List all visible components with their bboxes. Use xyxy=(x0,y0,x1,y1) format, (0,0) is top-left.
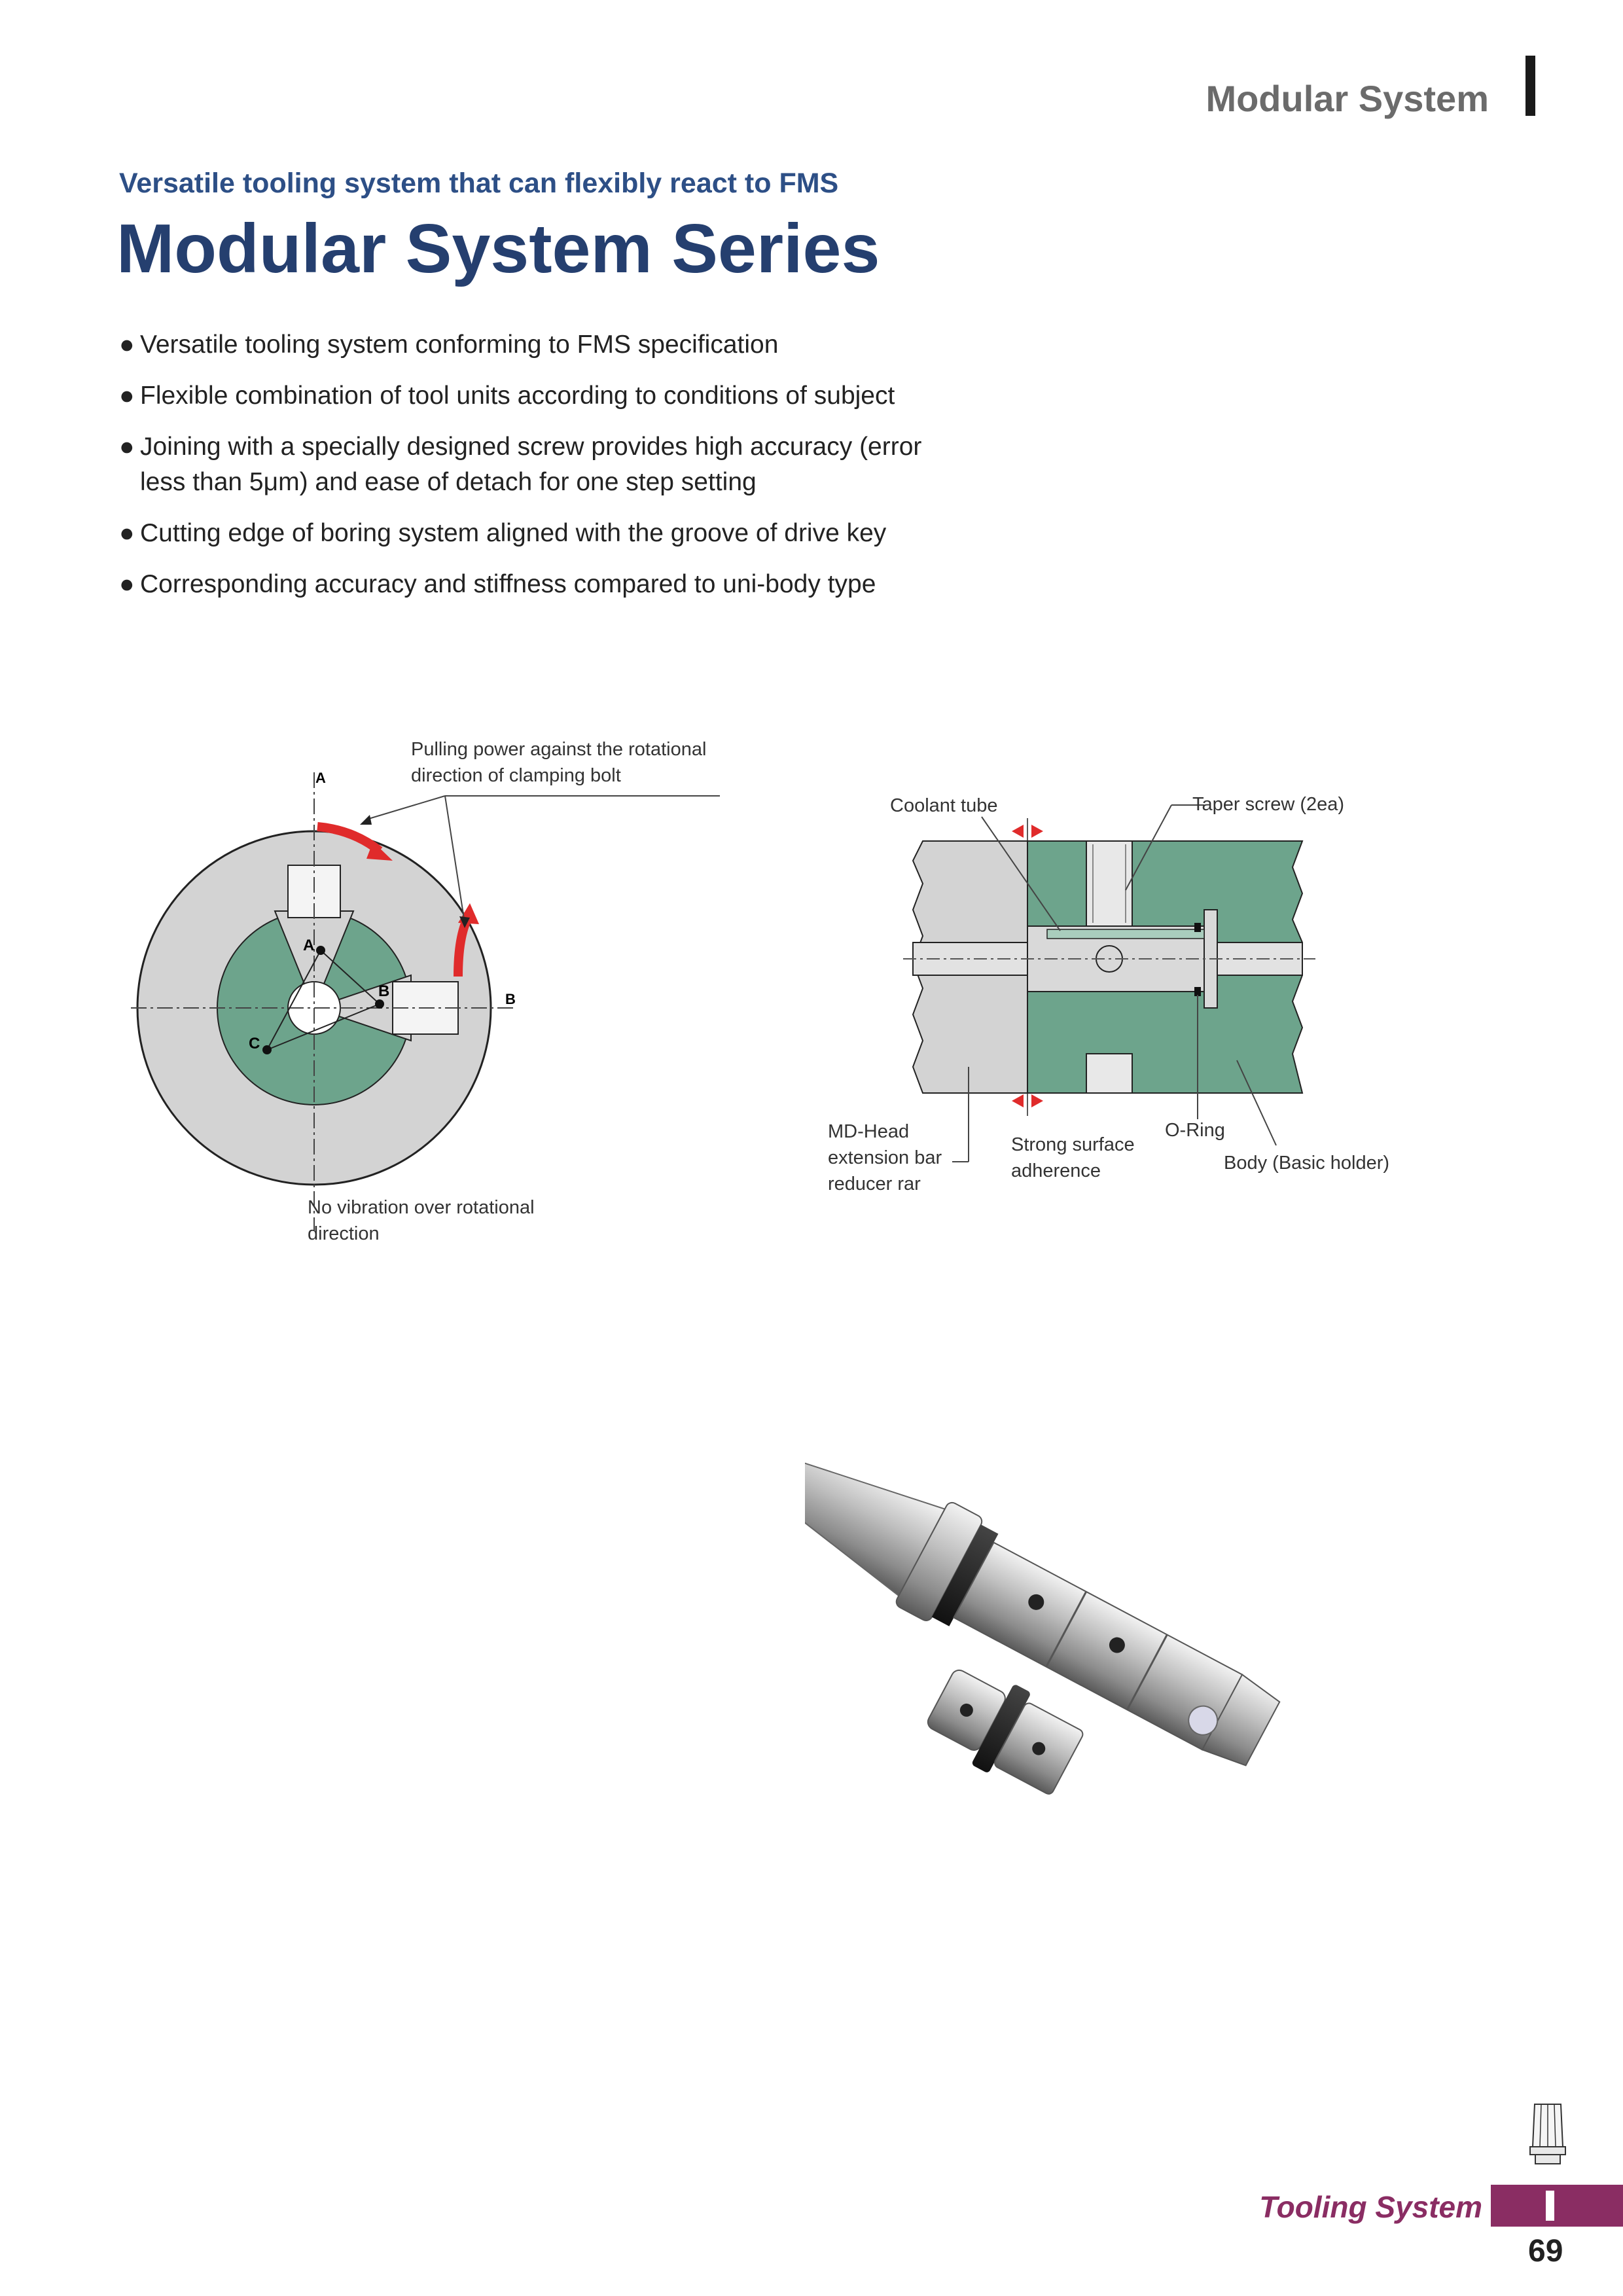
footer-tab xyxy=(1491,2185,1623,2227)
bullet-icon: ● xyxy=(119,570,135,598)
clamping-diagram xyxy=(118,720,746,1257)
page-subtitle: Versatile tooling system that can flexibly react to FMS xyxy=(119,168,839,199)
feature-list xyxy=(119,327,1101,618)
axis-b-label: B xyxy=(505,991,516,1007)
footer-tab-marker xyxy=(1546,2191,1554,2221)
section-marker xyxy=(1525,56,1535,116)
point-c-label: C xyxy=(249,1035,260,1052)
bullet-icon: ● xyxy=(119,331,135,359)
o-ring-label: O-Ring xyxy=(1165,1120,1225,1141)
body-label: Body (Basic holder) xyxy=(1224,1153,1390,1174)
joint-section-diagram xyxy=(818,779,1420,1211)
surface-adherence-label: adherence xyxy=(1011,1160,1101,1181)
page-title: Modular System Series xyxy=(116,210,880,287)
product-photo xyxy=(805,1407,1394,1839)
no-vibration-label: direction xyxy=(308,1223,380,1244)
bullet-icon: ● xyxy=(119,433,135,461)
section-title: Modular System xyxy=(1205,78,1489,119)
feature-item: ● Versatile tooling system conforming to FMS specification xyxy=(119,327,1101,363)
contact-arrow-icon xyxy=(1012,825,1024,838)
point-b-label: B xyxy=(378,982,390,1000)
footer-section-label: Tooling System xyxy=(1259,2190,1482,2224)
taper-screw-label: Taper screw (2ea) xyxy=(1192,794,1345,815)
bullet-icon: ● xyxy=(119,519,135,547)
feature-item: ● Joining with a specially designed screw provides high accuracy (error less than 5μm) and ease of detach for one step setting xyxy=(119,429,952,500)
page-number: 69 xyxy=(1528,2234,1563,2269)
md-head-label: reducer rar xyxy=(828,1174,921,1194)
md-head-label: MD-Head xyxy=(828,1121,910,1142)
feature-item: ● Flexible combination of tool units according to conditions of subject xyxy=(119,378,1101,414)
feature-item: ● Cutting edge of boring system aligned with the groove of drive key xyxy=(119,516,1101,551)
point-a-label: A xyxy=(303,937,315,954)
coolant-tube-label: Coolant tube xyxy=(890,795,998,816)
axis-a-label: A xyxy=(315,770,326,786)
surface-adherence-label: Strong surface xyxy=(1011,1134,1135,1155)
contact-arrow-icon xyxy=(1031,1094,1043,1107)
bullet-icon: ● xyxy=(119,382,135,410)
contact-arrow-icon xyxy=(1012,1094,1024,1107)
contact-arrow-icon xyxy=(1031,825,1043,838)
pulling-power-label: Pulling power against the rotational xyxy=(411,739,707,760)
no-vibration-label: No vibration over rotational xyxy=(308,1197,535,1218)
pulling-power-label: direction of clamping bolt xyxy=(411,765,621,786)
feature-item: ● Corresponding accuracy and stiffness compared to uni-body type xyxy=(119,567,1101,602)
collet-icon xyxy=(1525,2101,1571,2166)
md-head-label: extension bar xyxy=(828,1147,942,1168)
